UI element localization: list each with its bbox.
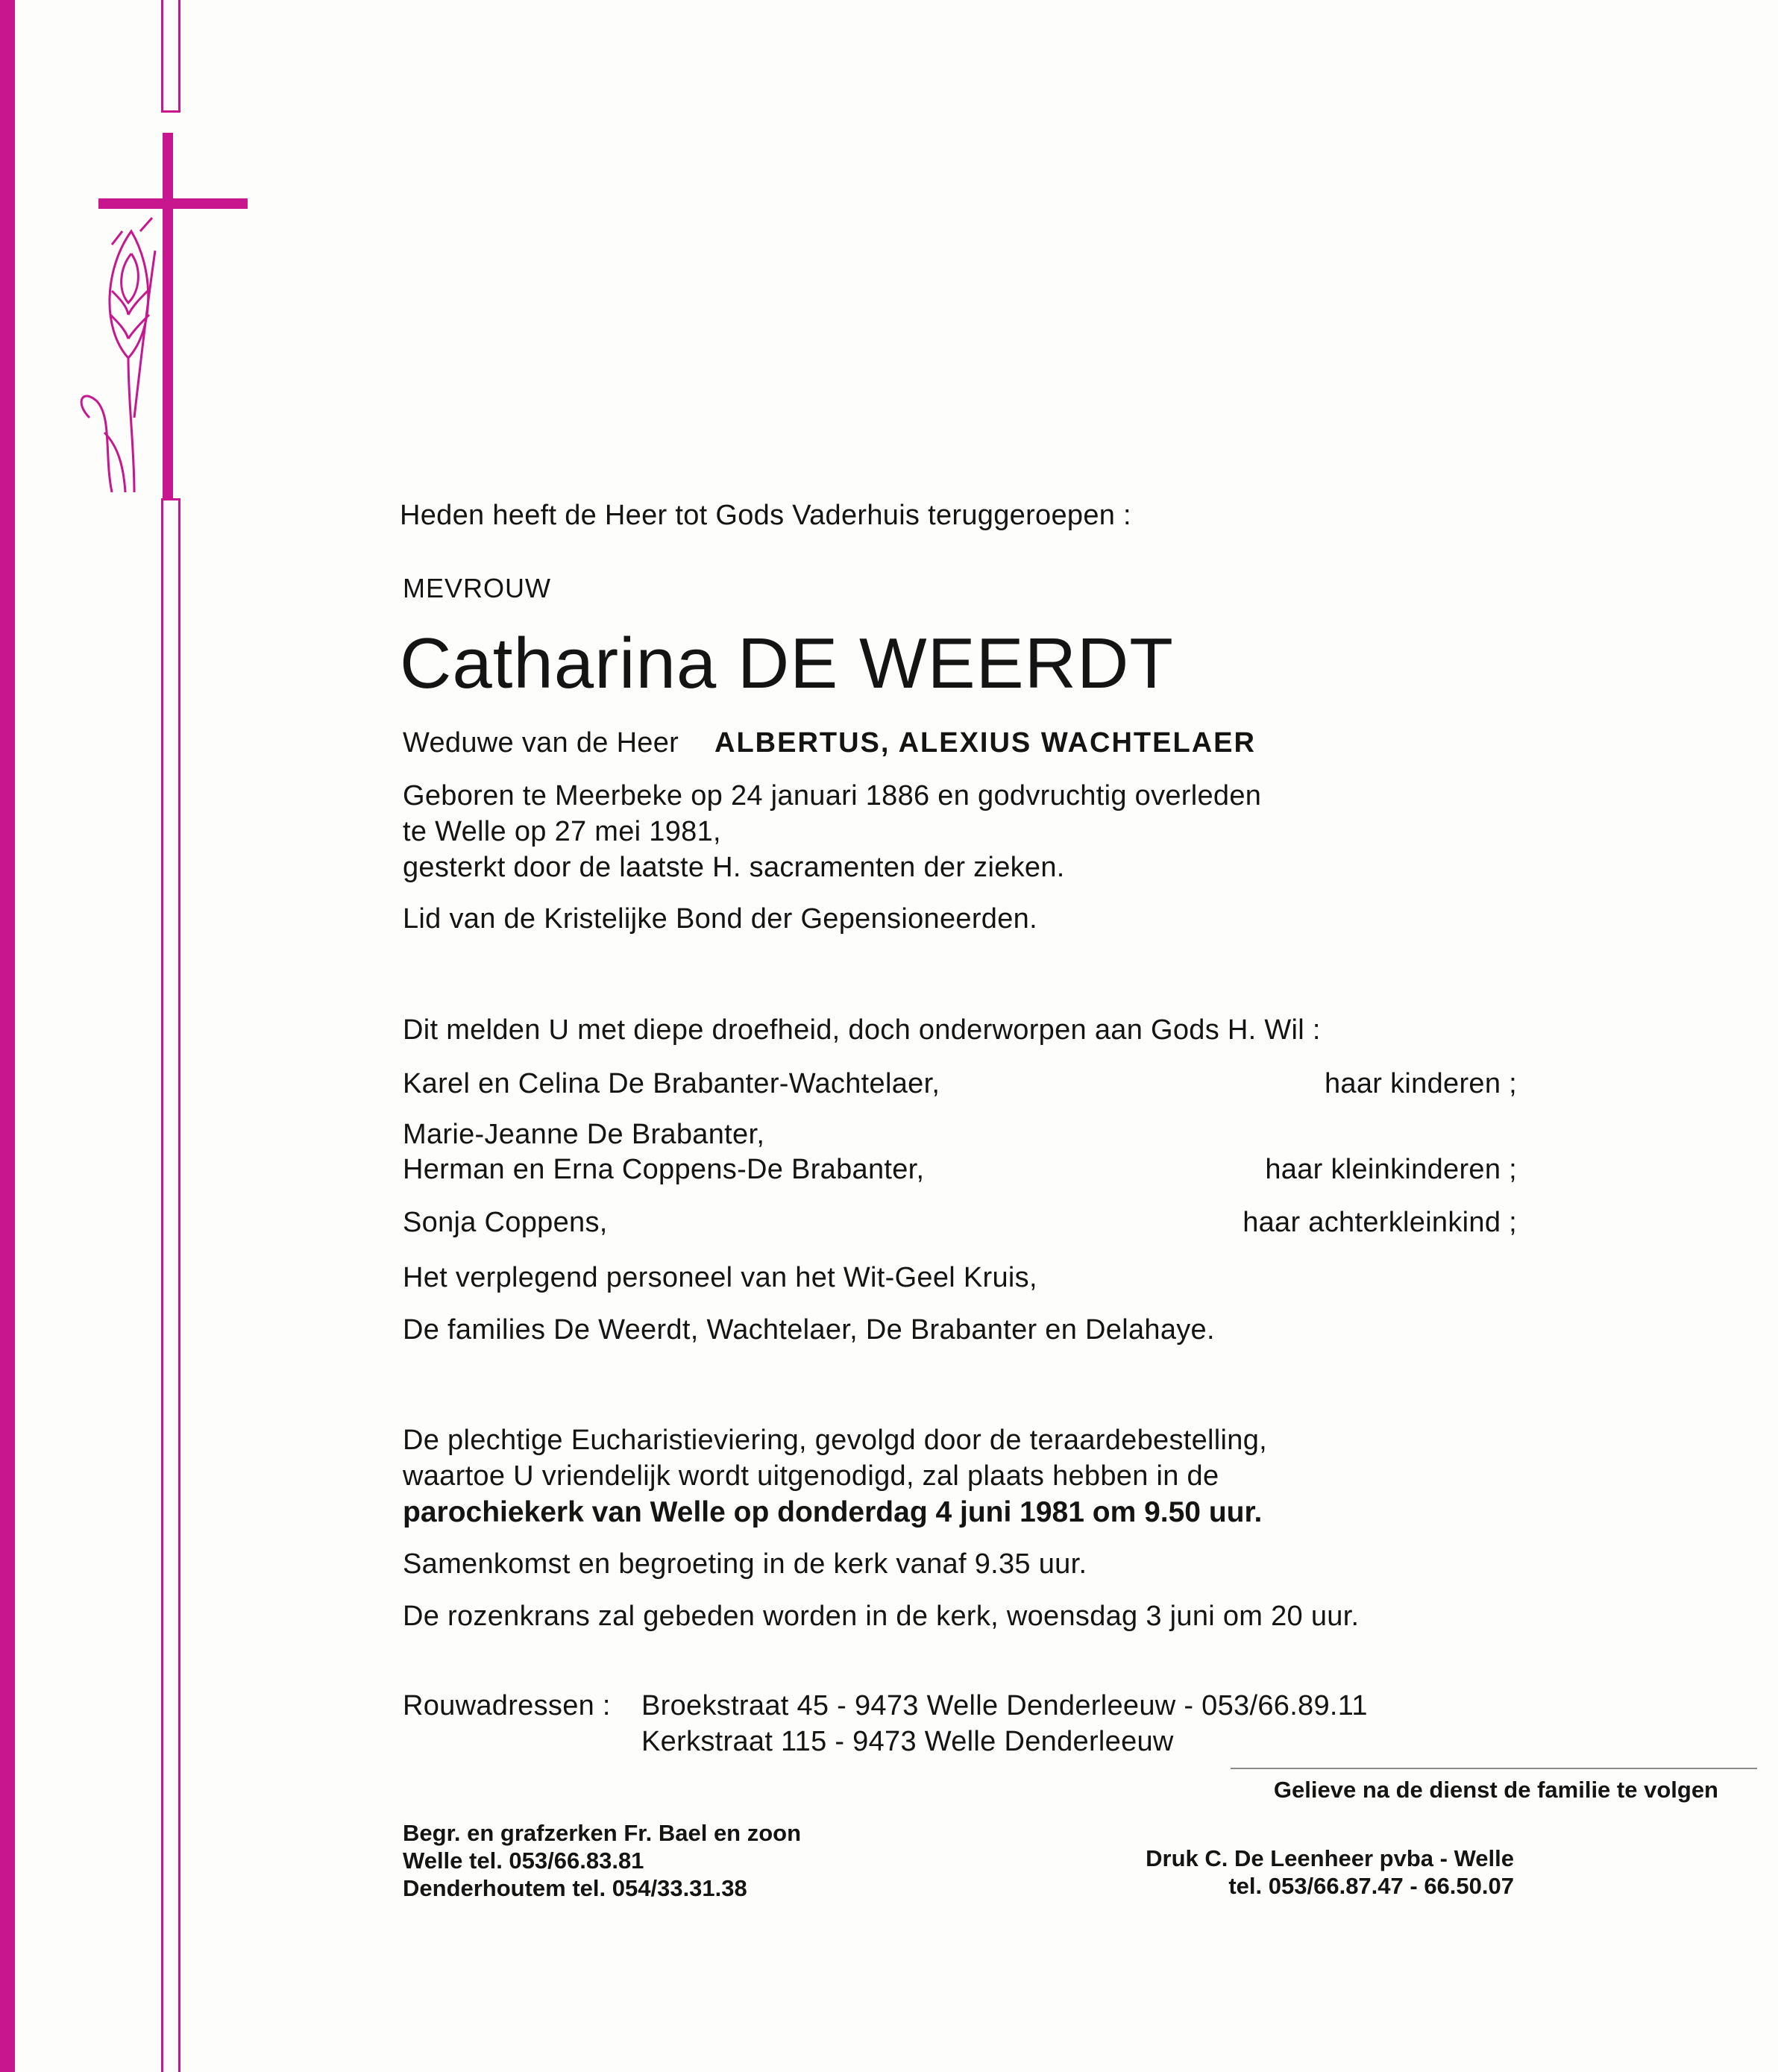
salutation: MEVROUW bbox=[403, 573, 551, 603]
service-line-1: De plechtige Eucharistieviering, gevolgd door de teraardebestelling, bbox=[403, 1425, 1267, 1456]
follow-note: Gelieve na de dienst de familie te volgen bbox=[1273, 1777, 1718, 1803]
bottom-rule-left bbox=[161, 498, 163, 2072]
widow-prefix: Weduwe van de Heer bbox=[403, 727, 679, 759]
addresses-label: Rouwadressen : bbox=[403, 1690, 611, 1721]
printer-line-2: tel. 053/66.87.47 - 66.50.07 bbox=[1228, 1873, 1514, 1899]
mourner-children-relation: haar kinderen ; bbox=[1325, 1068, 1517, 1099]
mourner-greatgrandchild-relation: haar achterkleinkind ; bbox=[1243, 1207, 1517, 1238]
birth-line-1: Geboren te Meerbeke op 24 januari 1886 en godvruchtig overleden bbox=[403, 780, 1262, 811]
top-rule-left bbox=[161, 0, 163, 112]
others-line-1: Het verplegend personeel van het Wit-Geel Kruis, bbox=[403, 1262, 1037, 1293]
mourner-grandchildren-name-2: Herman en Erna Coppens-De Brabanter, bbox=[403, 1154, 925, 1185]
mourner-greatgrandchild-name: Sonja Coppens, bbox=[403, 1207, 608, 1238]
intro-line: Heden heeft de Heer tot Gods Vaderhuis teruggeroepen : bbox=[400, 500, 1131, 531]
deceased-name: Catharina DE WEERDT bbox=[400, 624, 1174, 703]
husband-name: ALBERTUS, ALEXIUS WACHTELAER bbox=[714, 727, 1256, 759]
undertaker-line-3: Denderhoutem tel. 054/33.31.38 bbox=[403, 1875, 747, 1901]
top-rule-right bbox=[178, 0, 180, 112]
others-line-2: De families De Weerdt, Wachtelaer, De Brabanter en Delahaye. bbox=[403, 1314, 1215, 1346]
follow-note-rule bbox=[1231, 1768, 1757, 1769]
undertaker-line-2: Welle tel. 053/66.83.81 bbox=[403, 1847, 644, 1874]
address-line-1: Broekstraat 45 - 9473 Welle Denderleeuw - 053/66.89.11 bbox=[641, 1690, 1368, 1721]
gathering-line: Samenkomst en begroeting in de kerk vanaf 9.35 uur. bbox=[403, 1548, 1087, 1580]
printer-line-1: Druk C. De Leenheer pvba - Welle bbox=[1146, 1845, 1514, 1871]
left-border-bar bbox=[0, 0, 15, 2072]
mourner-grandchildren-name-1: Marie-Jeanne De Brabanter, bbox=[403, 1119, 765, 1150]
birth-line-2: te Welle op 27 mei 1981, bbox=[403, 816, 721, 847]
cross-with-wheat-icon bbox=[60, 119, 254, 507]
mourner-grandchildren-relation: haar kleinkinderen ; bbox=[1265, 1154, 1517, 1185]
bottom-rule-right bbox=[178, 498, 180, 2072]
mourner-children-names: Karel en Celina De Brabanter-Wachtelaer, bbox=[403, 1068, 940, 1099]
address-line-2: Kerkstraat 115 - 9473 Welle Denderleeuw bbox=[641, 1726, 1174, 1757]
service-line-3: parochiekerk van Welle op donderdag 4 juni 1981 om 9.50 uur. bbox=[403, 1496, 1263, 1528]
rosary-line: De rozenkrans zal gebeden worden in de kerk, woensdag 3 juni om 20 uur. bbox=[403, 1601, 1360, 1632]
announcement-line: Dit melden U met diepe droefheid, doch onderworpen aan Gods H. Wil : bbox=[403, 1014, 1321, 1046]
membership-line: Lid van de Kristelijke Bond der Gepensioneerden. bbox=[403, 903, 1037, 935]
top-rule-cap bbox=[161, 110, 180, 113]
birth-line-3: gesterkt door de laatste H. sacramenten der zieken. bbox=[403, 852, 1065, 883]
service-line-2: waartoe U vriendelijk wordt uitgenodigd, zal plaats hebben in de bbox=[403, 1460, 1219, 1492]
undertaker-line-1: Begr. en grafzerken Fr. Bael en zoon bbox=[403, 1820, 802, 1846]
